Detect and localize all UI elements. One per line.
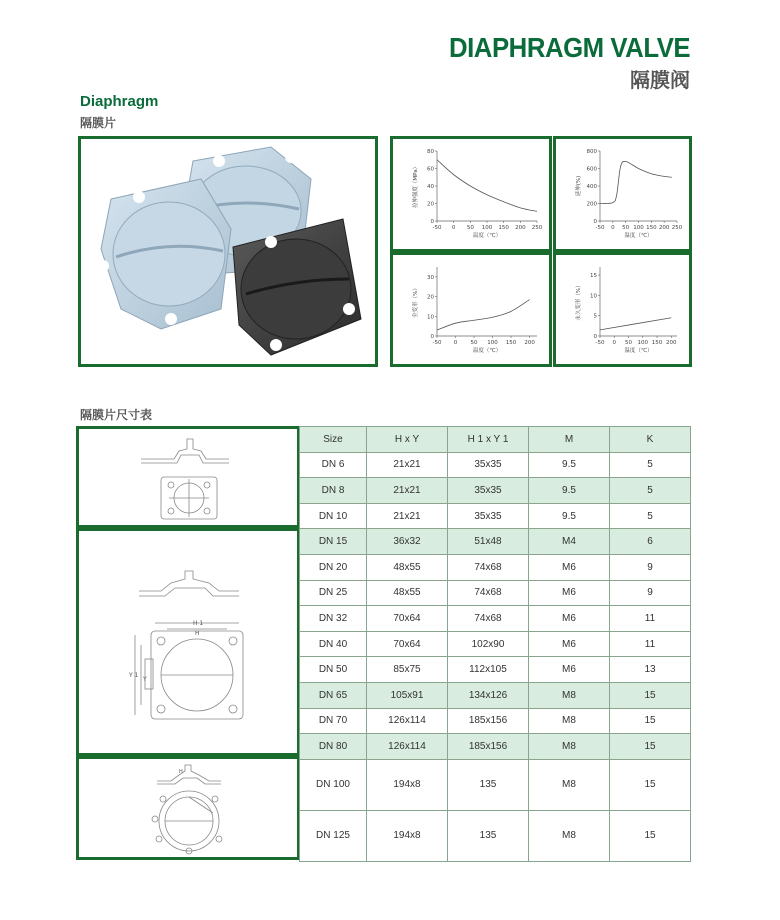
series-line [600, 318, 671, 330]
table-row [300, 682, 691, 708]
table-row [300, 606, 691, 632]
table-row-cell: DN 65 [300, 682, 367, 708]
table-row-cell: M8 [529, 810, 610, 861]
medium-diaphragm-drawing [79, 531, 297, 753]
series-line [437, 160, 537, 212]
diaphragm-photo [81, 139, 375, 364]
table-row-cell: 102x90 [448, 631, 529, 657]
y-tick-label: 5 [593, 313, 597, 320]
series-line [437, 300, 530, 331]
x-axis-label: 温度（℃） [472, 348, 502, 354]
x-axis-label: 温度（℃） [624, 348, 653, 354]
table-header-row-cell: K [610, 427, 691, 453]
table-row-cell: 15 [610, 708, 691, 734]
y-tick-label: 400 [586, 184, 597, 190]
table-row-cell: 185x156 [448, 734, 529, 760]
x-tick-label: 150 [646, 225, 657, 231]
x-tick-label: -50 [595, 225, 605, 231]
chart-box-3 [390, 252, 552, 367]
table-row-cell: 126x114 [367, 708, 448, 734]
table-row-cell: 185x156 [448, 708, 529, 734]
table-row-cell: M8 [529, 682, 610, 708]
table-row-cell: 13 [610, 657, 691, 683]
table-row-cell: M4 [529, 529, 610, 555]
table-row-cell: DN 15 [300, 529, 367, 555]
table-row-cell: M8 [529, 708, 610, 734]
x-tick-label: 0 [451, 225, 456, 231]
table-row-cell: 135 [448, 759, 529, 810]
elongation-chart [556, 139, 689, 249]
table-row-cell: 11 [610, 606, 691, 632]
x-axis-label: 温度（℃） [472, 233, 502, 239]
table-row-cell: 35x35 [448, 478, 529, 504]
x-tick-label: 200 [666, 340, 677, 346]
table-row-cell: 21x21 [367, 478, 448, 504]
table-row [300, 478, 691, 504]
table-row-cell: 74x68 [448, 554, 529, 580]
table-row-cell: 11 [610, 631, 691, 657]
table-row-cell: M8 [529, 759, 610, 810]
table-row-cell: 6 [610, 529, 691, 555]
table-row-cell: DN 40 [300, 631, 367, 657]
table-row-cell: 9.5 [529, 452, 610, 478]
x-tick-label: 50 [622, 225, 630, 231]
table-row [300, 734, 691, 760]
table-header-row [300, 427, 691, 453]
x-tick-label: 200 [658, 225, 670, 231]
y-axis-label: 永久变形（%） [576, 282, 582, 321]
table-row-cell: 48x55 [367, 554, 448, 580]
table-row-cell: M6 [529, 580, 610, 606]
drawing-small-diaphragm [76, 426, 300, 528]
x-tick-label: 50 [466, 225, 474, 231]
page-title: DIAPHRAGM VALVE [448, 32, 690, 63]
x-tick-label: 100 [487, 340, 498, 346]
y-tick-label: 0 [593, 334, 597, 340]
table-row-cell: 5 [610, 478, 691, 504]
y-tick-label: 600 [586, 166, 597, 173]
dimension-table [299, 426, 691, 862]
table-row-cell: 112x105 [448, 657, 529, 683]
table-row [300, 554, 691, 580]
x-tick-label: 150 [651, 340, 663, 346]
h1-dimension-label: H 1 [193, 620, 204, 627]
table-row-cell: DN 50 [300, 657, 367, 683]
table-row-cell: 15 [610, 734, 691, 760]
table-row-cell: 85x75 [367, 657, 448, 683]
y-tick-label: 0 [430, 219, 434, 225]
y-tick-label: 10 [590, 293, 597, 300]
large-diaphragm-drawing [79, 759, 297, 857]
x-axis-label: 温度（℃） [624, 233, 653, 239]
table-row-cell: DN 125 [300, 810, 367, 861]
table-row-cell: 5 [610, 452, 691, 478]
table-row-cell: 36x32 [367, 529, 448, 555]
x-tick-label: 100 [637, 340, 649, 346]
table-row-cell: DN 6 [300, 452, 367, 478]
y-axis-label: 全变形（%） [413, 285, 419, 318]
table-row-cell: 5 [610, 503, 691, 529]
table-row [300, 452, 691, 478]
table-row-cell: 9 [610, 554, 691, 580]
tensile-strength-chart [393, 139, 549, 249]
table-row-cell: 21x21 [367, 503, 448, 529]
table-header-row-cell: H 1 x Y 1 [448, 427, 529, 453]
table-row-cell: 74x68 [448, 606, 529, 632]
blue-diaphragm-front [97, 179, 231, 329]
table-row-cell: DN 10 [300, 503, 367, 529]
table-row-cell: DN 100 [300, 759, 367, 810]
product-photo-frame [78, 136, 378, 367]
chart-box-2 [553, 136, 692, 252]
table-row-cell: 135 [448, 810, 529, 861]
table-row-cell: 194x8 [367, 759, 448, 810]
y-tick-label: 200 [586, 201, 597, 208]
table-row [300, 657, 691, 683]
table-row-cell: M8 [529, 734, 610, 760]
table-row [300, 529, 691, 555]
table-row-cell: DN 8 [300, 478, 367, 504]
y-axis-label: 拉伸强度（MPa） [413, 163, 419, 209]
chart-box-4 [553, 252, 692, 367]
table-row-cell: 134x126 [448, 682, 529, 708]
table-row-cell: 70x64 [367, 606, 448, 632]
table-row [300, 708, 691, 734]
table-row-cell: 74x68 [448, 580, 529, 606]
section-title: Diaphragm [80, 93, 159, 110]
table-row-cell: M6 [529, 554, 610, 580]
x-tick-label: 50 [470, 340, 478, 346]
table-header-row-cell: H x Y [367, 427, 448, 453]
x-tick-label: -50 [595, 340, 605, 346]
y-axis-label: 延伸(%) [576, 175, 582, 197]
table-row-cell: 51x48 [448, 529, 529, 555]
small-diaphragm-drawing [79, 429, 297, 525]
table-row-cell: 21x21 [367, 452, 448, 478]
x-tick-label: 0 [611, 225, 615, 231]
table-row-cell: 9.5 [529, 478, 610, 504]
series-line [600, 161, 672, 203]
y-tick-label: 15 [590, 273, 597, 280]
table-row [300, 580, 691, 606]
y-tick-label: 80 [427, 149, 434, 155]
y-tick-label: 30 [427, 274, 434, 281]
permanent-deformation-chart [556, 255, 689, 364]
section-title-chinese: 隔膜片 [80, 116, 117, 130]
x-tick-label: 150 [498, 225, 509, 231]
table-row-cell: M6 [529, 606, 610, 632]
drawing-medium-diaphragm [76, 528, 300, 756]
table-row-cell: 70x64 [367, 631, 448, 657]
y-tick-label: 20 [427, 294, 434, 301]
x-tick-label: 150 [505, 340, 517, 346]
x-tick-label: 100 [481, 225, 493, 231]
x-tick-label: -50 [432, 340, 442, 346]
x-tick-label: 250 [531, 225, 543, 231]
y1-dimension-label: Y 1 [129, 672, 139, 679]
table-row [300, 759, 691, 810]
table-row-cell: 126x114 [367, 734, 448, 760]
y-tick-label: 0 [593, 219, 597, 225]
table-header-row-cell: Size [300, 427, 367, 453]
x-tick-label: 0 [612, 340, 617, 346]
table-title: 隔膜片尺寸表 [80, 408, 153, 422]
x-tick-label: 200 [515, 225, 526, 231]
table-row-cell: 35x35 [448, 452, 529, 478]
table-row-cell: 9.5 [529, 503, 610, 529]
h-dimension-label-2: H [179, 769, 183, 775]
h-dimension-label: H [195, 630, 200, 637]
chart-box-1 [390, 136, 552, 252]
x-tick-label: -50 [432, 225, 442, 231]
y-tick-label: 0 [430, 334, 434, 340]
x-tick-label: 250 [671, 225, 683, 231]
table-row [300, 631, 691, 657]
drawing-large-diaphragm [76, 756, 300, 860]
table-row-cell: 15 [610, 682, 691, 708]
x-tick-label: 200 [524, 340, 535, 346]
table-row [300, 503, 691, 529]
y-tick-label: 60 [427, 166, 434, 173]
x-tick-label: 50 [625, 340, 633, 346]
x-tick-label: 100 [633, 225, 644, 231]
table-row-cell: DN 25 [300, 580, 367, 606]
table-row-cell: 9 [610, 580, 691, 606]
total-deformation-chart [393, 255, 549, 364]
table-row-cell: 35x35 [448, 503, 529, 529]
table-row-cell: 48x55 [367, 580, 448, 606]
table-row-cell: 15 [610, 759, 691, 810]
page-title-chinese: 隔膜阀 [630, 68, 690, 92]
table-row-cell: DN 32 [300, 606, 367, 632]
y-tick-label: 800 [586, 149, 597, 155]
y-tick-label: 20 [427, 201, 434, 208]
x-tick-label: 0 [453, 340, 458, 346]
table-header-row-cell: M [529, 427, 610, 453]
table-row-cell: M6 [529, 657, 610, 683]
y-tick-label: 40 [427, 184, 434, 190]
table-row-cell: DN 20 [300, 554, 367, 580]
table-row [300, 810, 691, 861]
y-tick-label: 10 [427, 314, 434, 321]
table-row-cell: 194x8 [367, 810, 448, 861]
y-dimension-label: Y [143, 676, 147, 683]
table-row-cell: DN 70 [300, 708, 367, 734]
table-row-cell: DN 80 [300, 734, 367, 760]
table-row-cell: 15 [610, 810, 691, 861]
table-row-cell: M6 [529, 631, 610, 657]
table-row-cell: 105x91 [367, 682, 448, 708]
